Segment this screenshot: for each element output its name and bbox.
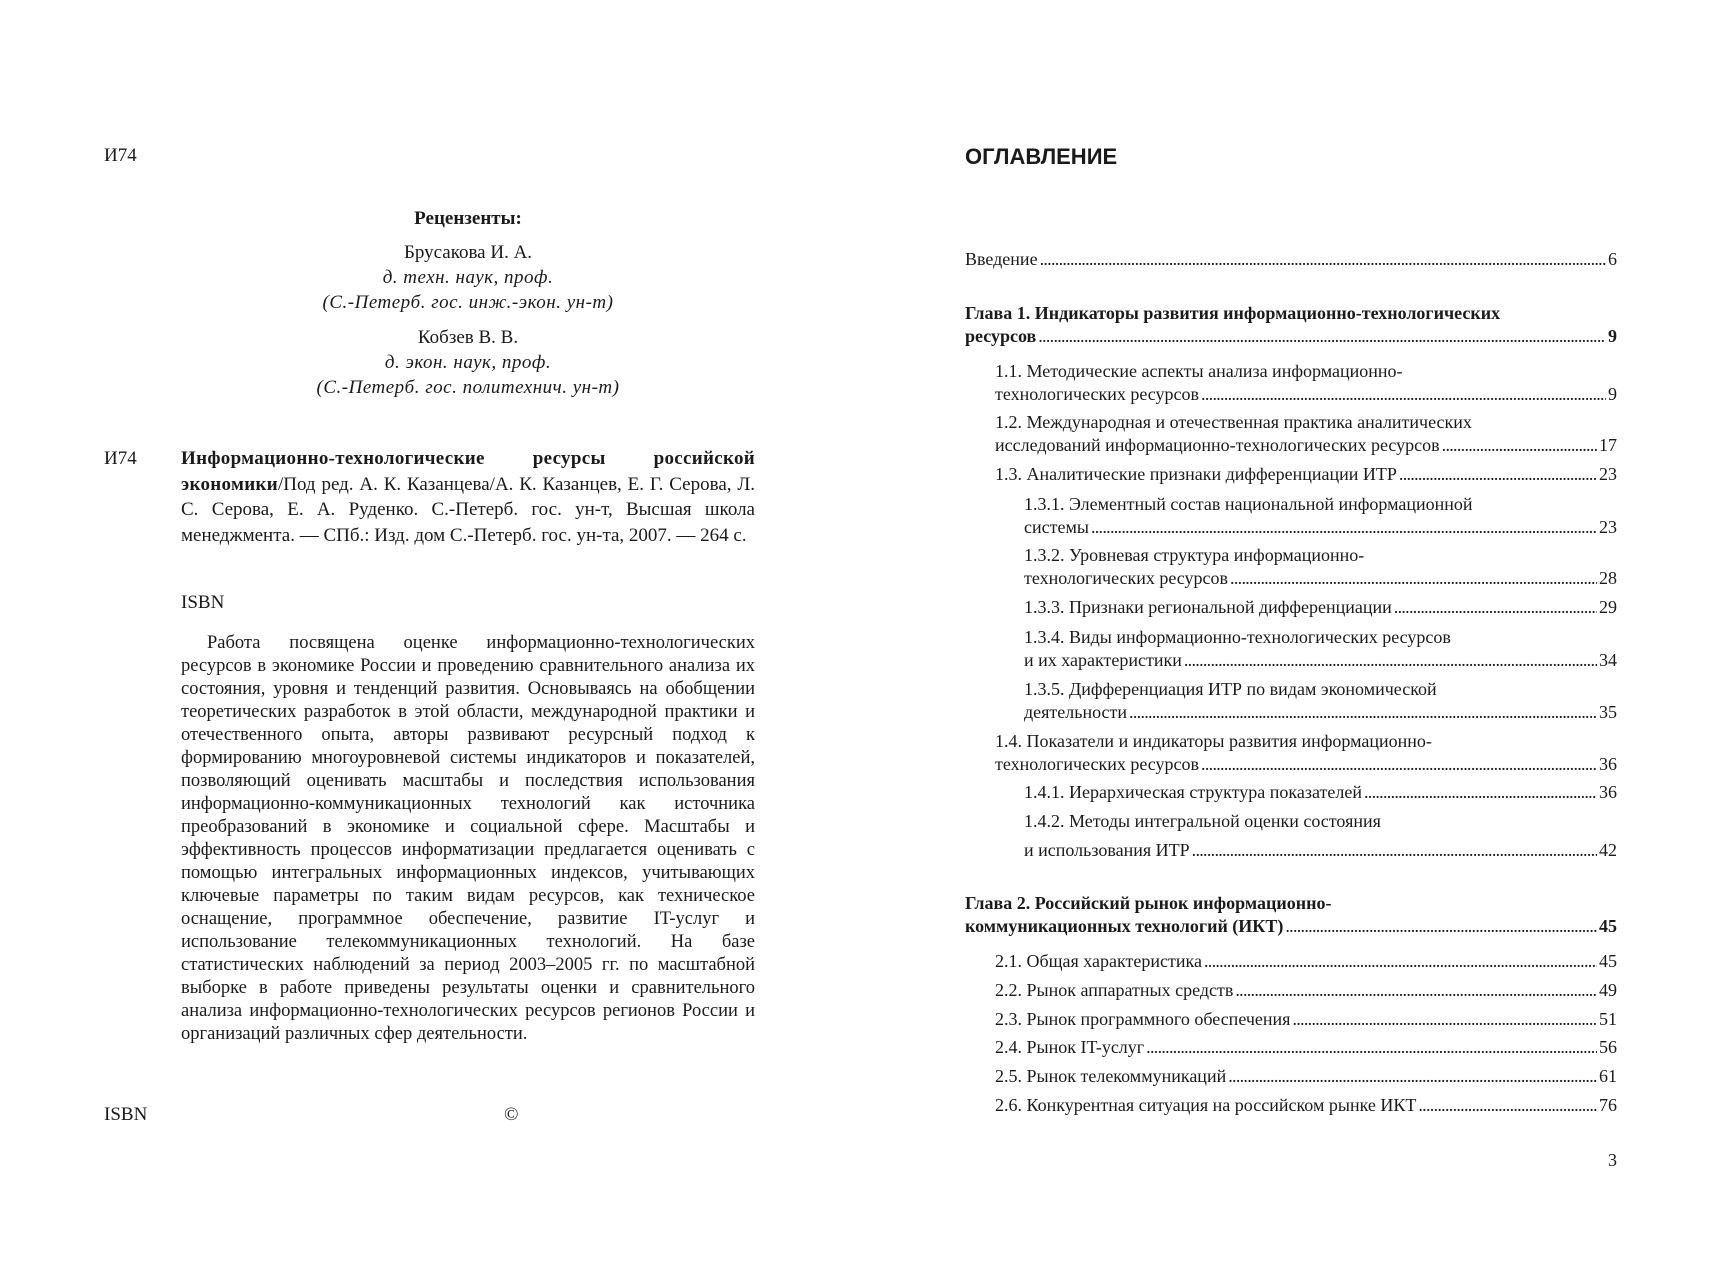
toc-entry[interactable] bbox=[995, 1094, 1617, 1116]
toc-page-number: 45 bbox=[1599, 916, 1617, 936]
toc-entry-title: 2.1. Общая характеристика bbox=[995, 951, 1202, 971]
toc-page-number: 36 bbox=[1599, 782, 1617, 802]
bibliographic-entry bbox=[181, 446, 755, 548]
toc-entry[interactable] bbox=[995, 950, 1617, 972]
book-title: Информационно-технологические ресурсы российской экономики bbox=[181, 448, 755, 495]
toc-page-number: 34 bbox=[1599, 650, 1617, 670]
toc-entry[interactable] bbox=[1024, 516, 1617, 538]
reviewer-name: Кобзев В. В. bbox=[417, 327, 519, 348]
toc-entry[interactable] bbox=[1024, 781, 1617, 803]
toc-page-number: 9 bbox=[1608, 326, 1617, 346]
reviewers-heading: Рецензенты: bbox=[414, 208, 522, 229]
toc-entry-line: 1.3.2. Уровневая структура информационно- bbox=[1024, 545, 1365, 565]
toc-entry-title: и использования ИТР bbox=[1024, 840, 1190, 860]
toc-entry-title: 2.2. Рынок аппаратных средств bbox=[995, 980, 1234, 1000]
abstract bbox=[181, 632, 755, 1046]
toc-entry-line: 1.4. Показатели и индикаторы развития информационно- bbox=[995, 731, 1432, 751]
reviewer-affiliation: (С.-Петерб. гос. инж.-экон. ун-т) bbox=[322, 292, 614, 313]
dot-leader bbox=[1235, 979, 1597, 1001]
toc-entry-title: системы bbox=[1024, 517, 1089, 537]
toc-entry-line: 1.3.1. Элементный состав национальной информационной bbox=[1024, 494, 1473, 514]
catalog-code-top: И74 bbox=[104, 145, 137, 166]
toc-page-number: 61 bbox=[1599, 1066, 1617, 1086]
copyright-sign: © bbox=[504, 1104, 519, 1125]
toc-page-number: 6 bbox=[1608, 249, 1617, 269]
dot-leader bbox=[1201, 753, 1597, 775]
footer-isbn: ISBN bbox=[104, 1104, 148, 1125]
toc-entry-title: технологических ресурсов bbox=[995, 754, 1200, 774]
toc-page-number: 23 bbox=[1599, 517, 1617, 537]
toc-entry[interactable] bbox=[995, 434, 1617, 456]
toc-entry[interactable] bbox=[995, 979, 1617, 1001]
toc-entry-title: технологических ресурсов bbox=[995, 384, 1200, 404]
page-number: 3 bbox=[1608, 1150, 1617, 1170]
toc-entry-title: исследований информационно-технологических ресурсов bbox=[995, 435, 1440, 455]
dot-leader bbox=[1204, 950, 1597, 972]
toc-entry[interactable] bbox=[965, 248, 1617, 270]
toc-page-number: 29 bbox=[1599, 597, 1617, 617]
toc-page-number: 42 bbox=[1599, 840, 1617, 860]
toc-page-number: 23 bbox=[1599, 464, 1617, 484]
bib-code: И74 bbox=[104, 448, 137, 469]
dot-leader bbox=[1394, 596, 1597, 618]
dot-leader bbox=[1184, 649, 1597, 671]
toc-entry[interactable] bbox=[995, 1008, 1617, 1030]
toc-entry-title: 2.5. Рынок телекоммуникаций bbox=[995, 1066, 1227, 1086]
dot-leader bbox=[1038, 325, 1606, 347]
toc-entry-title: 1.4.1. Иерархическая структура показателей bbox=[1024, 782, 1362, 802]
dot-leader bbox=[1228, 1065, 1597, 1087]
toc-entry[interactable] bbox=[995, 753, 1617, 775]
dot-leader bbox=[1192, 839, 1597, 861]
toc-entry-line: 1.2. Международная и отечественная практика аналитических bbox=[995, 412, 1472, 432]
toc-entry-title: 1.3.3. Признаки региональной дифференциации bbox=[1024, 597, 1392, 617]
dot-leader bbox=[1146, 1036, 1597, 1058]
toc-entry-line: 1.4.2. Методы интегральной оценки состояния bbox=[1024, 811, 1381, 831]
toc-entry[interactable] bbox=[995, 463, 1617, 485]
toc-entry[interactable] bbox=[965, 915, 1617, 937]
dot-leader bbox=[1040, 248, 1606, 270]
toc-title: ОГЛАВЛЕНИЕ bbox=[965, 144, 1118, 169]
toc-entry-title: ресурсов bbox=[965, 326, 1037, 346]
toc-entry-title: 2.4. Рынок IT-услуг bbox=[995, 1037, 1145, 1057]
toc-page-number: 28 bbox=[1599, 568, 1617, 588]
dot-leader bbox=[1442, 434, 1597, 456]
toc-entry[interactable] bbox=[995, 1036, 1617, 1058]
toc-entry[interactable] bbox=[1024, 839, 1617, 861]
toc-page-number: 49 bbox=[1599, 980, 1617, 1000]
toc-entry-title: и их характеристики bbox=[1024, 650, 1182, 670]
reviewer-name: Брусакова И. А. bbox=[403, 242, 533, 263]
toc-page-number: 51 bbox=[1599, 1009, 1617, 1029]
toc-entry-line: 1.3.4. Виды информационно-технологических ресурсов bbox=[1024, 627, 1451, 647]
dot-leader bbox=[1285, 915, 1597, 937]
dot-leader bbox=[1292, 1008, 1597, 1030]
toc-page-number: 9 bbox=[1608, 384, 1617, 404]
reviewer-degree: д. экон. наук, проф. bbox=[384, 352, 552, 373]
toc-entry-line: 1.3.5. Дифференциация ИТР по видам экономической bbox=[1024, 679, 1437, 699]
toc-entry-title: коммуникационных технологий (ИКТ) bbox=[965, 916, 1284, 936]
bib-details: /Под ред. А. К. Казанцева/А. К. Казанцев, Е. Г. Серова, Л. С. Серова, Е. А. Руденко. С.-Петерб. гос. ун-т, Высшая школа менеджмента. — СПб.: Изд. дом С.-Петерб. гос. ун-та, 2007. — 264 с. bbox=[181, 473, 755, 546]
toc-page-number: 56 bbox=[1599, 1037, 1617, 1057]
toc-entry[interactable] bbox=[995, 383, 1617, 405]
toc-entry[interactable] bbox=[965, 325, 1617, 347]
toc-entry-line: Глава 2. Российский рынок информационно- bbox=[965, 893, 1332, 913]
toc-entry-title: деятельности bbox=[1024, 702, 1128, 722]
dot-leader bbox=[1201, 383, 1606, 405]
toc-entry-title: технологических ресурсов bbox=[1024, 568, 1229, 588]
toc-entry[interactable] bbox=[1024, 649, 1617, 671]
toc-entry[interactable] bbox=[1024, 701, 1617, 723]
dot-leader bbox=[1129, 701, 1597, 723]
dot-leader bbox=[1399, 463, 1597, 485]
toc-entry-title: 1.3. Аналитические признаки дифференциации ИТР bbox=[995, 464, 1397, 484]
toc-entry[interactable] bbox=[1024, 596, 1617, 618]
toc-page-number: 17 bbox=[1599, 435, 1617, 455]
isbn-label: ISBN bbox=[181, 592, 225, 613]
toc-entry-line: Глава 1. Индикаторы развития информационно-технологических bbox=[965, 303, 1501, 323]
toc-page-number: 35 bbox=[1599, 702, 1617, 722]
dot-leader bbox=[1091, 516, 1597, 538]
toc-page-number: 36 bbox=[1599, 754, 1617, 774]
toc-entry-title: 2.6. Конкурентная ситуация на российском рынке ИКТ bbox=[995, 1095, 1417, 1115]
toc-entry[interactable] bbox=[1024, 567, 1617, 589]
toc-entry-title: 2.3. Рынок программного обеспечения bbox=[995, 1009, 1291, 1029]
toc-page-number: 76 bbox=[1599, 1095, 1617, 1115]
reviewer-affiliation: (С.-Петерб. гос. политехнич. ун-т) bbox=[316, 377, 620, 398]
dot-leader bbox=[1230, 567, 1597, 589]
abstract-text: Работа посвящена оценке информационно-технологических ресурсов в экономике России и проведению сравнительного анализа их состояния, уровня и тенденций развития. Основываясь на обобщении теоретических разработок в этой области, международной практики и отечественного опыта, авторы развивают ресурсный подход к формированию многоуровневой системы индикаторов и показателей, позволяющий оценивать масштабы и последствия использования информационно-коммуникационных технологий как источника преобразований в экономике и социальной сфере. Масштабы и эффективность процессов информатизации предлагается оценивать с помощью интегральных информационных индексов, учитывающих ключевые параметры по таким видам ресурсов, как техническое оснащение, программное обеспечение, развитие IT-услуг и использование телекоммуникационных технологий. На базе статистических наблюдений за период 2003–2005 гг. по масштабной выборке в работе приведены результаты оценки и сравнительного анализа информационно-технологических ресурсов регионов России и организаций различных сфер деятельности. bbox=[181, 633, 755, 1044]
toc-entry-line: 1.1. Методические аспекты анализа информационно- bbox=[995, 361, 1403, 381]
toc-entry-title: Введение bbox=[965, 249, 1038, 269]
reviewer-degree: д. техн. наук, проф. bbox=[382, 267, 554, 288]
toc-page-number: 45 bbox=[1599, 951, 1617, 971]
dot-leader bbox=[1364, 781, 1597, 803]
toc-entry[interactable] bbox=[995, 1065, 1617, 1087]
dot-leader bbox=[1418, 1094, 1597, 1116]
